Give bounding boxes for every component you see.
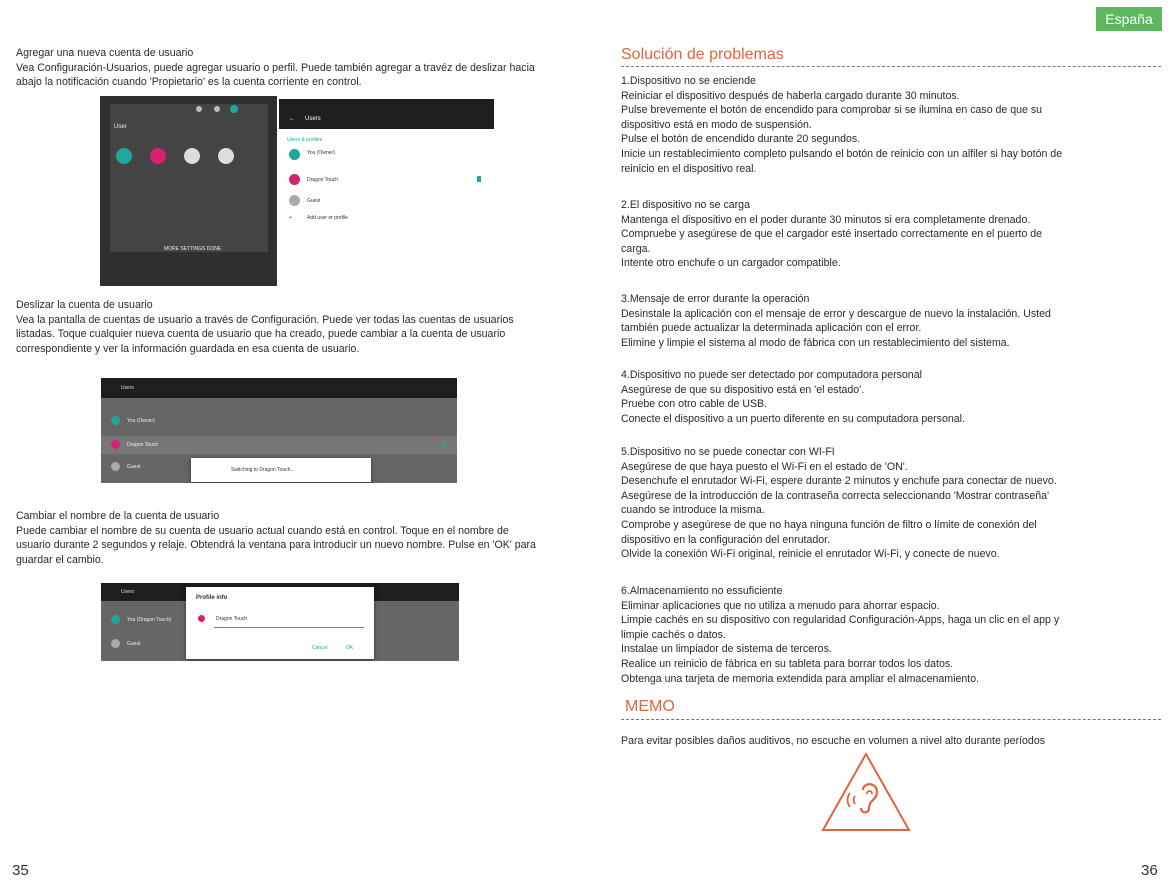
section-1 — [621, 74, 1161, 176]
s1-line: Inicie un restablecimiento completo pulsando el botón de reinicio con un alfiler si hay botón de — [621, 147, 1063, 160]
s3-line: 3.Mensaje de error durante la operación — [621, 293, 810, 305]
s2-line: 2.El dispositivo no se carga — [621, 199, 750, 211]
users-section-label: Users & profiles — [287, 137, 323, 143]
s2-line: Compruebe y asegúrese de que el cargador esté insertado correctamente en el puerto de — [621, 228, 1043, 241]
s4-line: Asegúrese de que su dispositivo está en 'el estado'. — [621, 383, 865, 396]
s6-line: Realice un reinicio de fábrica en su tableta para borrar todos los datos. — [621, 657, 954, 670]
s2-line: Intente otro enchufe o un cargador compatible. — [621, 257, 841, 270]
s5-line: Asegúrese de que haya puesto el Wi-Fi en el estado de 'ON'. — [621, 460, 908, 473]
user-dragon: Dragon Touch — [307, 177, 339, 183]
title-rule — [621, 66, 1161, 67]
switch-user-dragon: Dragon Touch — [127, 442, 159, 448]
body-add-user: Vea Configuración-Usuarios, puede agregar usuario o perfil. Puede también agregar a travéz de deslizar hacia abajo la notificación cuando 'Propietario' es la cuenta corriente en control. — [16, 61, 535, 89]
s6-line: Eliminar aplicaciones que no utiliza a menudo para ahorrar espacio. — [621, 599, 940, 612]
switch-user-guest: Guest — [127, 464, 141, 470]
screenshot-switching — [101, 378, 457, 483]
s2-line: Mantenga el dispositivo en el poder durante 30 minutos si era completamente drenado. — [621, 213, 1031, 226]
heading-add-user: Agregar una nueva cuenta de usuario — [16, 47, 194, 59]
s5-line: dispositivo en la configuración del enrutador. — [621, 533, 831, 546]
s1-line: Pulse brevemente el botón de encendido para comprobar si se ilumina en caso de que su — [621, 104, 1043, 117]
memo-rule — [621, 719, 1161, 720]
section-5 — [621, 445, 1161, 562]
switching-message: Switching to Dragon Touch... — [231, 467, 295, 473]
body-rename-user: Puede cambiar el nombre de su cuenta de usuario actual cuando está en control. Toque en el nombre de usuario durante 2 segundos y relaje. Obtendrá la ventana para introducir un nuevo nombre. Pulse en 'OK' para guardar el cambio. — [16, 524, 536, 566]
guest-avatar — [184, 148, 200, 164]
s3-line: Desinstale la aplicación con el mensaje de error y descargue de nuevo la instalación. Usted — [621, 307, 1051, 320]
shade-buttons: MORE SETTINGS DONE — [164, 246, 222, 252]
s5-line: Comprobe y asegúrese de que no haya ninguna función de filtro o límite de conexión del — [621, 518, 1037, 531]
profile-users-title: Users — [121, 589, 135, 595]
screenshot-users-list: ← Users Users & profiles You (Owner) Dragon Touch Guest + Add user or profile — [279, 99, 494, 233]
page-number-right: 36 — [1141, 862, 1158, 879]
profile-ok: OK — [346, 645, 354, 651]
section-switch-user — [16, 298, 546, 356]
s2-line: carga. — [621, 242, 651, 255]
s4-line: Pruebe con otro cable de USB. — [621, 398, 768, 411]
hearing-warning-icon — [819, 750, 913, 834]
section-2 — [621, 198, 1161, 271]
screenshot-quick-settings — [100, 96, 277, 286]
memo-text: Para evitar posibles daños auditivos, no escuche en volumen a nivel alto durante períodos — [621, 735, 1046, 747]
user-avatar-pink — [150, 148, 166, 164]
s6-line: Instalae un limpiador de sistema de terceros. — [621, 643, 832, 656]
s5-line: 5.Dispositivo no se puede conectar con WI-FI — [621, 446, 835, 458]
section-6 — [621, 584, 1161, 686]
s3-line: también puede actualizar la determinada aplicación con el error. — [621, 322, 922, 335]
s1-line: dispositivo está en modo de suspensión. — [621, 118, 812, 131]
profile-name-field: Dragon Touch — [216, 616, 248, 622]
s1-line: reinicio en el dispositivo real. — [621, 162, 757, 175]
user-guest: Guest — [307, 198, 321, 204]
s6-line: limpie cachés o datos. — [621, 628, 726, 641]
s6-line: 6.Almacenamiento no essuficiente — [621, 585, 783, 597]
switch-user-you: You (Owner) — [127, 418, 155, 424]
s4-line: 4.Dispositivo no puede ser detectado por computadora personal — [621, 369, 922, 381]
user-avatar-teal — [116, 148, 132, 164]
profile-user-you: You (Dragon Touch) — [127, 617, 172, 623]
screenshot-profile-info — [101, 583, 459, 661]
profile-info-title: Profile info — [196, 595, 228, 601]
language-badge: España — [1096, 7, 1162, 31]
heading-switch-user: Deslizar la cuenta de usuario — [16, 299, 153, 311]
section-add-user — [16, 46, 546, 90]
switch-users-title: Users — [121, 385, 135, 391]
user-you: You (Owner) — [307, 150, 335, 156]
section-3 — [621, 292, 1161, 350]
shade-user-label: User — [114, 124, 127, 130]
page-number-left: 35 — [12, 862, 29, 879]
users-title: Users — [305, 116, 321, 122]
profile-cancel: Cancel — [312, 645, 328, 651]
s5-line: Olvide la conexión Wi-Fi original, reinicie el enrutador Wi-Fi, y conecte de nuevo. — [621, 548, 1000, 561]
s1-line: 1.Dispositivo no se enciende — [621, 75, 756, 87]
body-switch-user: Vea la pantalla de cuentas de usuario a través de Configuración. Puede ver todas las cuentas de usuarios listadas. Toque cualquier nueva cuenta de usuario que ha creado, puede cambiar a la cuenta de usuario correspondiente y ver la información guardada en esa cuenta de usuario. — [16, 313, 514, 355]
s5-line: cuando se introduce la misma. — [621, 504, 765, 517]
s4-line: Conecte el dispositivo a un puerto diferente en su computadora personal. — [621, 412, 965, 425]
heading-rename-user: Cambiar el nombre de la cuenta de usuario — [16, 510, 220, 522]
s5-line: Asegúrese de la introducción de la contraseña correcta seleccionando 'Mostrar contraseña' — [621, 489, 1050, 502]
memo-title: MEMO — [625, 698, 675, 715]
s5-line: Desenchufe el enrutador Wi-Fi, espere durante 2 minutos y enchufe para conectar de nuevo. — [621, 475, 1057, 488]
s3-line: Elimine y limpie el sistema al modo de fábrica con un restablecimiento del sistema. — [621, 336, 1010, 349]
s6-line: Limpie cachés en su dispositivo con regularidad Configuración-Apps, haga un clic en el app y — [621, 614, 1060, 627]
section-rename-user — [16, 509, 546, 567]
add-user-icon — [218, 148, 234, 164]
s1-line: Reiniciar el dispositivo después de haberla cargado durante 30 minutos. — [621, 89, 960, 102]
troubleshooting-title: Solución de problemas — [621, 46, 784, 63]
s1-line: Pulse el botón de encendido durante 20 segundos. — [621, 133, 861, 146]
section-4 — [621, 368, 1161, 426]
profile-user-guest: Guest — [127, 641, 141, 647]
add-user-profile: Add user or profile — [307, 215, 348, 221]
s6-line: Obtenga una tarjeta de memoria extendida para ampliar el almacenamiento. — [621, 672, 980, 685]
